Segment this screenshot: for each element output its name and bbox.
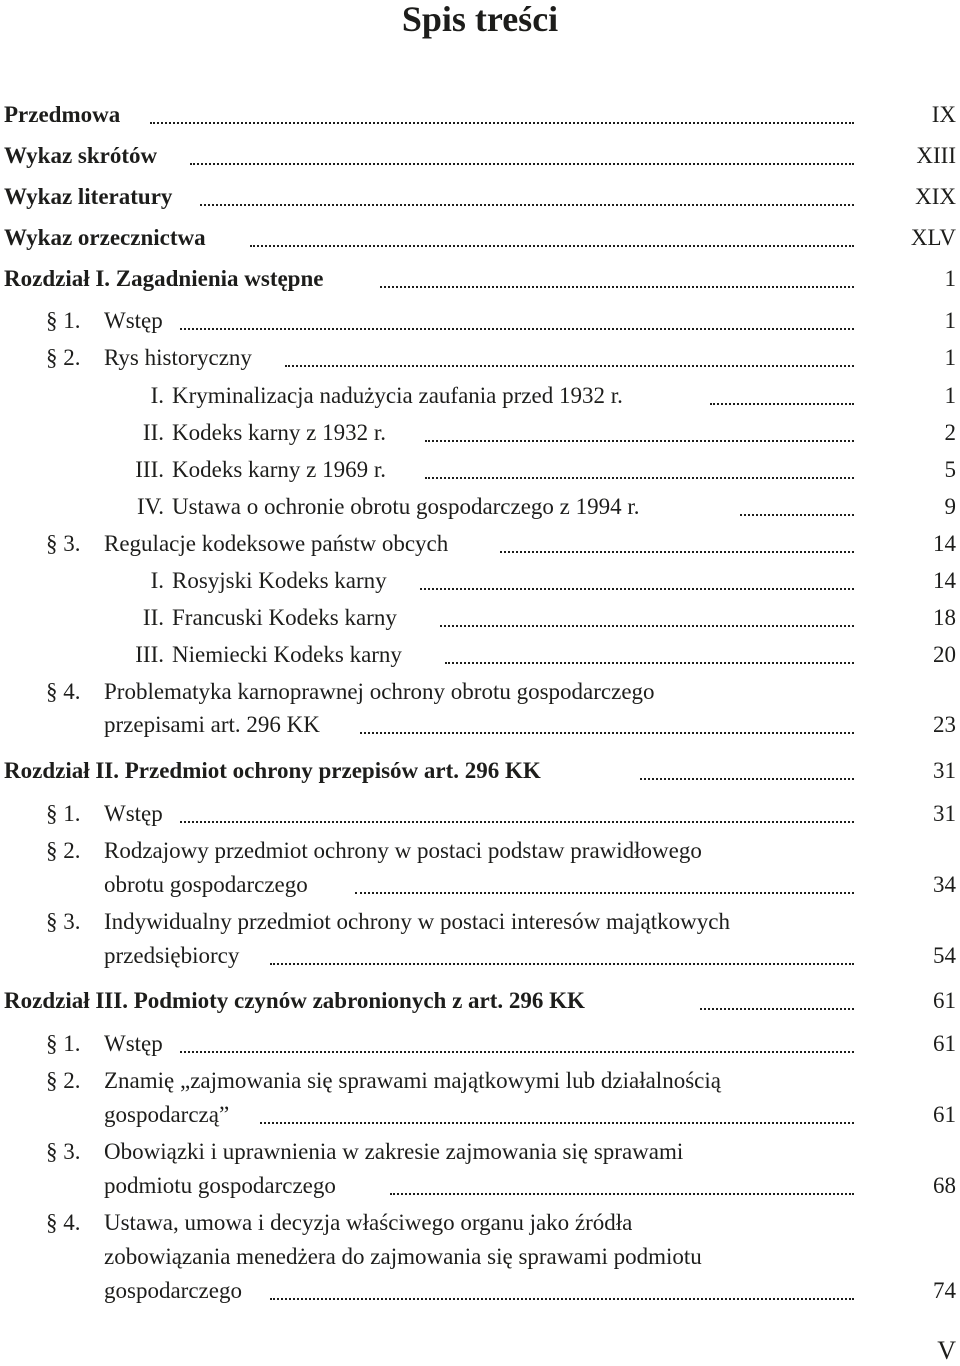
toc-section[interactable]: [0, 341, 960, 375]
toc-section-title-line2: gospodarczą”: [104, 1098, 235, 1132]
section-number: § 4.: [46, 1210, 81, 1235]
toc-section-title-line2: przepisami art. 296 KK: [104, 708, 326, 742]
toc-page-number: 61: [933, 1102, 956, 1127]
dot-leader: [150, 122, 854, 124]
toc-page-number: 14: [933, 568, 956, 593]
toc-page-number: 68: [933, 1173, 956, 1198]
toc-chapter-3[interactable]: [0, 984, 960, 1018]
toc-section-title: Znamię „zajmowania się sprawami majątkowymi lub działalnością: [104, 1064, 727, 1098]
toc-subsection-title: Niemiecki Kodeks karny: [172, 638, 408, 672]
dot-leader: [360, 732, 854, 734]
dot-leader: [200, 204, 854, 206]
toc-section-title: Wstęp: [104, 304, 169, 338]
toc-section-title: Obowiązki i uprawnienia w zakresie zajmowania się sprawami: [104, 1135, 689, 1169]
dot-leader: [500, 551, 854, 553]
toc-section[interactable]: [0, 1027, 960, 1061]
toc-subsection-title: Kodeks karny z 1932 r.: [172, 416, 392, 450]
dot-leader: [180, 328, 854, 330]
dot-leader: [425, 477, 854, 479]
toc-page-number: 61: [933, 988, 956, 1013]
toc-section-title-line3: gospodarczego: [104, 1274, 248, 1308]
toc-section-title: Regulacje kodeksowe państw obcych: [104, 527, 454, 561]
toc-section-title: Problematyka karnoprawnej ochrony obrotu gospodarczego: [104, 675, 661, 709]
toc-section-title: Ustawa, umowa i decyzja właściwego organu jako źródła: [104, 1206, 638, 1240]
toc-section-title: Rodzajowy przedmiot ochrony w postaci podstaw prawidłowego: [104, 834, 708, 868]
toc-subsection[interactable]: [0, 601, 960, 635]
section-number: § 1.: [46, 1031, 81, 1056]
subsection-number: III.: [135, 457, 164, 482]
toc-chapter-title: Rozdział III. Podmioty czynów zabronionych z art. 296 KK: [4, 984, 591, 1018]
dot-leader: [180, 1051, 854, 1053]
toc-entry-title: Przedmowa: [4, 98, 126, 132]
dot-leader: [380, 286, 854, 288]
toc-section-title: Wstęp: [104, 797, 169, 831]
section-number: § 1.: [46, 308, 81, 333]
toc-entry-wykaz-skrotow[interactable]: [0, 139, 960, 173]
toc-page-number: 31: [933, 758, 956, 783]
toc-section-title: Wstęp: [104, 1027, 169, 1061]
dot-leader: [640, 778, 854, 780]
dot-leader: [355, 892, 854, 894]
toc-section[interactable]: [0, 1206, 960, 1240]
dot-leader: [420, 588, 854, 590]
toc-page-number: 1: [944, 345, 956, 370]
dot-leader: [190, 163, 854, 165]
toc-section-continuation[interactable]: [0, 868, 960, 902]
toc-section[interactable]: [0, 675, 960, 709]
subsection-number: II.: [142, 420, 164, 445]
toc-subsection[interactable]: [0, 416, 960, 450]
dot-leader: [180, 821, 854, 823]
toc-page-number: 61: [933, 1031, 956, 1056]
toc-chapter-title: Rozdział II. Przedmiot ochrony przepisów art. 296 KK: [4, 754, 547, 788]
toc-chapter-1[interactable]: [0, 262, 960, 296]
toc-section[interactable]: [0, 1135, 960, 1169]
toc-chapter-2[interactable]: [0, 754, 960, 788]
toc-entry-przedmowa[interactable]: [0, 98, 960, 132]
dot-leader: [700, 1008, 854, 1010]
toc-section[interactable]: [0, 527, 960, 561]
toc-subsection[interactable]: [0, 490, 960, 524]
dot-leader: [740, 514, 854, 516]
dot-leader: [425, 440, 854, 442]
toc-page-number: 34: [933, 872, 956, 897]
toc-subsection[interactable]: [0, 379, 960, 413]
toc-section-continuation[interactable]: [0, 939, 960, 973]
section-number: § 3.: [46, 909, 81, 934]
toc-section-continuation[interactable]: [0, 708, 960, 742]
section-number: § 4.: [46, 679, 81, 704]
section-number: § 2.: [46, 838, 81, 863]
toc-section-continuation[interactable]: [0, 1169, 960, 1203]
subsection-number: IV.: [136, 494, 164, 519]
toc-page-number: XIX: [915, 184, 956, 209]
toc-page-number: 9: [944, 494, 956, 519]
toc-chapter-title: Rozdział I. Zagadnienia wstępne: [4, 262, 329, 296]
toc-page-number: 54: [933, 943, 956, 968]
dot-leader: [270, 1298, 854, 1300]
toc-subsection-title: Kryminalizacja nadużycia zaufania przed 1932 r.: [172, 379, 629, 413]
subsection-number: I.: [150, 383, 164, 408]
dot-leader: [270, 963, 854, 965]
toc-section-title-line2: zobowiązania menedżera do zajmowania się sprawami podmiotu: [104, 1240, 708, 1274]
toc-page-number: 31: [933, 801, 956, 826]
section-number: § 2.: [46, 345, 81, 370]
toc-entry-title: Wykaz skrótów: [4, 139, 163, 173]
toc-subsection-title: Ustawa o ochronie obrotu gospodarczego z 1994 r.: [172, 490, 646, 524]
page-title: Spis treści: [401, 0, 559, 39]
folio-page-number: V: [937, 1336, 956, 1365]
toc-page-number: 2: [944, 420, 956, 445]
section-number: § 1.: [46, 801, 81, 826]
toc-section[interactable]: [0, 905, 960, 939]
toc-section[interactable]: [0, 834, 960, 868]
toc-page-number: 74: [933, 1278, 956, 1303]
toc-page-number: XLV: [910, 225, 956, 250]
toc-page-number: 23: [933, 712, 956, 737]
toc-section[interactable]: [0, 797, 960, 831]
toc-subsection[interactable]: [0, 453, 960, 487]
toc-section-continuation[interactable]: [0, 1098, 960, 1132]
subsection-number: II.: [142, 605, 164, 630]
toc-entry-wykaz-orzecznictwa[interactable]: [0, 221, 960, 255]
toc-subsection-title: Kodeks karny z 1969 r.: [172, 453, 392, 487]
section-number: § 3.: [46, 531, 81, 556]
toc-page-number: 14: [933, 531, 956, 556]
subsection-number: III.: [135, 642, 164, 667]
toc-section-title-line2: obrotu gospodarczego: [104, 868, 314, 902]
toc-section-title: Indywidualny przedmiot ochrony w postaci interesów majątkowych: [104, 905, 736, 939]
toc-entry-wykaz-literatury[interactable]: [0, 180, 960, 214]
toc-subsection-title: Rosyjski Kodeks karny: [172, 564, 393, 598]
section-number: § 3.: [46, 1139, 81, 1164]
toc-subsection-title: Francuski Kodeks karny: [172, 601, 403, 635]
toc-section-continuation[interactable]: [0, 1274, 960, 1308]
dot-leader: [285, 365, 854, 367]
toc-entry-title: Wykaz orzecznictwa: [4, 221, 212, 255]
toc-page-number: 1: [944, 383, 956, 408]
toc-page-number: 5: [944, 457, 956, 482]
toc-page-number: 20: [933, 642, 956, 667]
toc-page-number: 1: [944, 266, 956, 291]
toc-subsection[interactable]: [0, 638, 960, 672]
toc-section-title-line2: przedsiębiorcy: [104, 939, 245, 973]
dot-leader: [710, 403, 854, 405]
toc-section-title-line2: podmiotu gospodarczego: [104, 1169, 342, 1203]
toc-page-number: 1: [944, 308, 956, 333]
dot-leader: [260, 1122, 854, 1124]
dot-leader: [440, 625, 854, 627]
subsection-number: I.: [150, 568, 164, 593]
toc-section-continuation[interactable]: [0, 1240, 960, 1274]
toc-section-title: Rys historyczny: [104, 341, 258, 375]
dot-leader: [390, 1193, 854, 1195]
toc-subsection[interactable]: [0, 564, 960, 598]
section-number: § 2.: [46, 1068, 81, 1093]
dot-leader: [250, 245, 854, 247]
toc-page-number: XIII: [916, 143, 956, 168]
toc-page-number: IX: [931, 102, 956, 127]
dot-leader: [445, 662, 854, 664]
toc-entry-title: Wykaz literatury: [4, 180, 178, 214]
toc-section[interactable]: [0, 304, 960, 338]
toc-page-number: 18: [933, 605, 956, 630]
toc-section[interactable]: [0, 1064, 960, 1098]
